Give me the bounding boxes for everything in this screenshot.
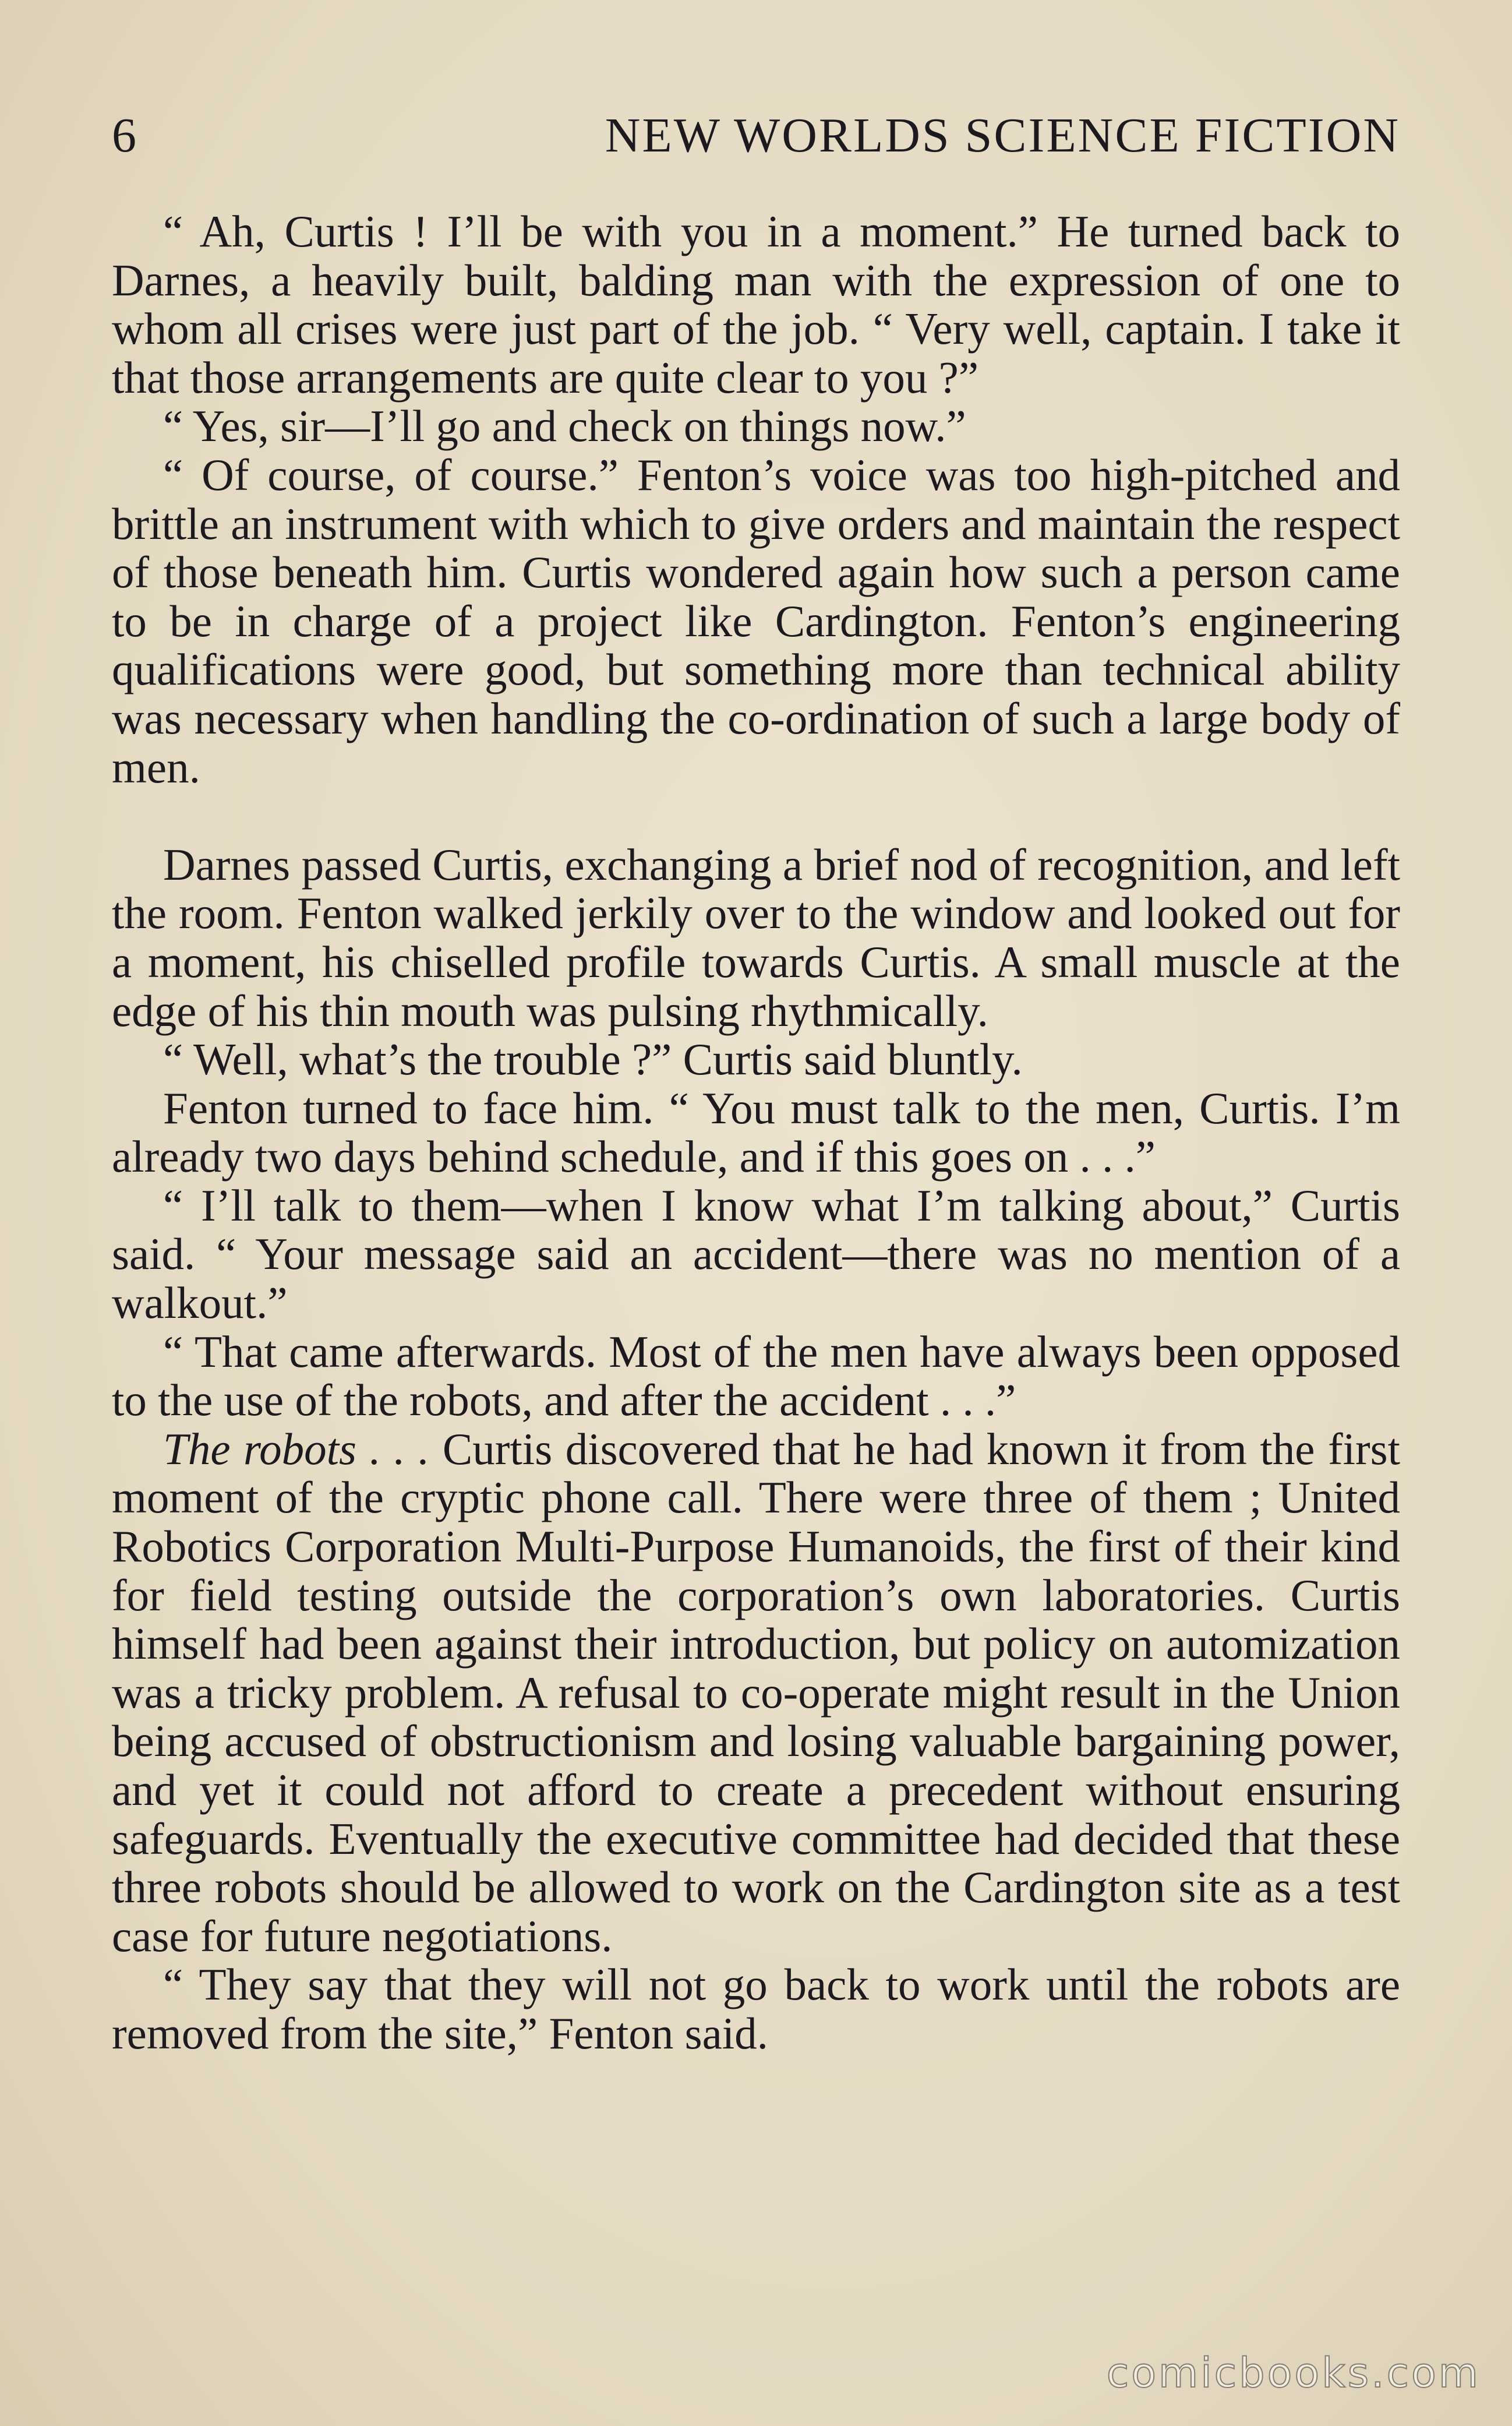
paragraph-text: Curtis discovered that he had known it from the first moment of the cryptic phone call. There were three of them ; United Robotics Corporation Multi-Purpose Humanoids, the first of their kind for field testing outside the corporation’s own laboratories. Curtis himself had been against their introduction, but policy on automization was a tricky problem. A refusal to co-operate might result in the Union being accused of obstructionism and losing valuable bargaining power, and yet it could not afford to create a precedent without ensuring safeguards. Eventually the executive committee had decided that these three robots should be allowed to work on the Cardington site as a test case for future negotiations.	[112, 1423, 1400, 1961]
watermark: comicbooks.com	[1106, 2349, 1481, 2397]
paragraph: “ Of course, of course.” Fenton’s voice was too high-pitched and brittle an instrument with which to give orders and maintain the respect of those beneath him. Curtis wondered again how such a person came to be in charge of a project like Cardington. Fenton’s engineering qualifications were good, but something more than technical ability was necessary when handling the co-ordination of such a large body of men.	[112, 449, 1400, 792]
paragraph: “ Ah, Curtis ! I’ll be with you in a moment.” He turned back to Darnes, a heavily built, balding man with the expression of one to whom all crises were just part of the job. “ Very well, captain. I take it that those arrangements are quite clear to you ?”	[112, 206, 1400, 403]
page-header	[112, 107, 1400, 171]
paragraph: “ I’ll talk to them—when I know what I’m talking about,” Curtis said. “ Your message said an accident—there was no mention of a walkout.”	[112, 1180, 1400, 1328]
story-text	[112, 207, 1400, 2058]
paragraph: “ Yes, sir—I’ll go and check on things now.”	[163, 401, 966, 452]
paragraph: Darnes passed Curtis, exchanging a brief nod of recognition, and left the room. Fenton walked jerkily over to the window and looked out for a moment, his chiselled profile towards Curtis. A small muscle at the edge of his thin mouth was pulsing rhythmically.	[112, 839, 1400, 1036]
paragraph: Fenton turned to face him. “ You must talk to the men, Curtis. I’m already two days behind schedule, and if this goes on . . .”	[112, 1082, 1400, 1182]
paragraph: “ They say that they will not go back to work until the robots are removed from the site,” Fenton said.	[112, 1959, 1400, 2058]
paragraph: “ Well, what’s the trouble ?” Curtis said bluntly.	[163, 1034, 1023, 1085]
page-number: 6	[112, 108, 137, 163]
italic-lead: The robots . . .	[163, 1423, 430, 1474]
running-head: NEW WORLDS SCIENCE FICTION	[605, 108, 1400, 163]
paragraph	[112, 1425, 1400, 1961]
paragraph: “ That came afterwards. Most of the men have always been opposed to the use of the robots, and after the accident . . .”	[112, 1326, 1400, 1426]
